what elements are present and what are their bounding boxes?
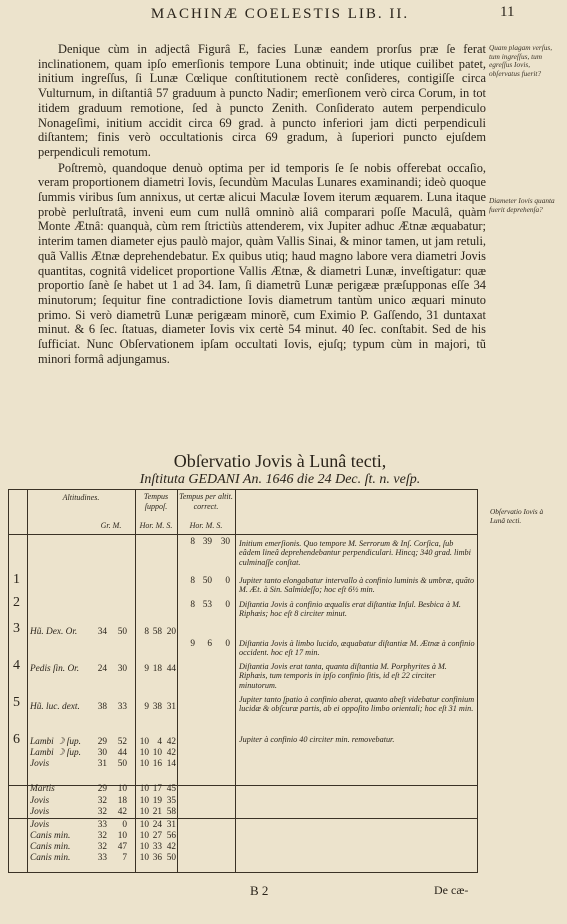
suppos-hour: 10: [139, 784, 149, 794]
altitude-minutes: 10: [117, 831, 127, 841]
altitude-label: Hũ. Dex. Or.: [30, 627, 78, 637]
altitude-label: Jovis: [30, 796, 50, 806]
margin-note-diameter: Diameter Iovis quanta fuerit deprehenſa?: [489, 196, 555, 214]
row-number: 6: [13, 732, 20, 747]
suppos-second: 45: [166, 784, 176, 794]
remark-entry: Diſtantia Jovis à confinio æqualis erat diſtantiæ Inſul. Besbica à M. Riphæis; hoc eſt 8 circiter minut.: [239, 600, 461, 619]
suppos-hour: 10: [139, 807, 149, 817]
altitude-label: Canis min.: [30, 842, 71, 852]
suppos-hour: 10: [139, 820, 149, 830]
altitude-label: Lambi ☽ ſup.: [30, 748, 81, 758]
suppos-second: 42: [166, 748, 176, 758]
suppos-minute: 18: [152, 664, 162, 674]
suppos-minute: 36: [152, 853, 162, 863]
suppos-minute: 10: [152, 748, 162, 758]
suppos-hour: 10: [139, 737, 149, 747]
altitude-minutes: 18: [117, 796, 127, 806]
suppos-hour: 10: [139, 759, 149, 769]
altitude-degrees: 30: [97, 748, 107, 758]
suppos-minute: 4: [157, 737, 162, 747]
header-tempus-suppos: Tempus ſuppoſ.: [143, 492, 169, 511]
suppos-minute: 17: [152, 784, 162, 794]
remark-entry: Jupiter tanto elongabatur intervallo à confinio luminis & umbræ, quãto M. Æt. à Sin. Salmideſſo; hoc eſt 6½ min.: [239, 576, 475, 595]
corrected-second: 30: [220, 537, 230, 547]
suppos-minute: 24: [152, 820, 162, 830]
suppos-second: 44: [166, 664, 176, 674]
altitude-label: Canis min.: [30, 831, 71, 841]
altitude-label: Hũ. luc. dext.: [30, 702, 80, 712]
altitude-minutes: 44: [117, 748, 127, 758]
suppos-second: 50: [166, 853, 176, 863]
corrected-hour: 8: [190, 600, 195, 610]
page-number: 11: [500, 4, 515, 20]
suppos-second: 42: [166, 737, 176, 747]
observation-title: Obſervatio Jovis à Lunâ tecti,: [173, 451, 387, 471]
header-altitudines: Altitudines.: [62, 493, 100, 502]
suppos-hour: 8: [144, 627, 149, 637]
corrected-minute: 53: [202, 600, 212, 610]
header-gr-m: Gr. M.: [100, 521, 122, 530]
altitude-minutes: 33: [117, 702, 127, 712]
row-number: 1: [13, 572, 20, 587]
suppos-hour: 10: [139, 831, 149, 841]
suppos-minute: 16: [152, 759, 162, 769]
suppos-minute: 58: [152, 627, 162, 637]
row-number: 4: [13, 658, 20, 673]
margin-note-observation: Obſervatio Iovis à Lunâ tecti.: [490, 507, 544, 525]
altitude-minutes: 50: [117, 759, 127, 769]
catchword: De cæ-: [434, 883, 469, 897]
altitude-degrees: 33: [97, 820, 107, 830]
altitude-label: Jovis: [30, 820, 50, 830]
corrected-hour: 8: [190, 576, 195, 586]
observation-subtitle: Inſtituta GEDANI An. 1646 die 24 Dec. ſt. n. veſp.: [139, 472, 421, 487]
remark-entry: Jupiter tanto ſpatio à confinio aberat, quanto abeſt videbatur confinium lucidæ & obſcuræ partis, ab ei oppoſito limbo orientali; hoc eſt 31 min.: [239, 695, 475, 714]
altitude-degrees: 33: [97, 853, 107, 863]
altitude-label: Lambi ☽ ſup.: [30, 737, 81, 747]
altitude-minutes: 30: [117, 664, 127, 674]
remark-entry: Diſtantia Jovis à limbo lucido, æquabatur diſtantiæ M. Ætnæ à confinio occident. hoc eſt 17 min.: [239, 639, 475, 658]
suppos-second: 14: [166, 759, 176, 769]
corrected-minute: 50: [202, 576, 212, 586]
suppos-second: 58: [166, 807, 176, 817]
suppos-second: 31: [166, 702, 176, 712]
row-number: 2: [13, 595, 20, 610]
altitude-degrees: 34: [97, 627, 107, 637]
paragraph-1: Denique cùm in adjectâ Figurâ E, facies Lunæ eandem prorſus præ ſe ferat inclinationem, quam ipſo emerſionis tempore Luna obtinuit; inde utique cuilibet patet, initium ingreſſus, ſi Lunæ Cœlique conſtitutionem rectè conſideres, contigiſſe circa Vulturnum, in diſtantiâ 57 graduum à puncto Nadir; emerſionem verò circa Corum, in tot itidem graduum remotione, ſed à puncto Zenith. Conſiderato autem perpendiculo Nonageſimi, initium accidit circa 69 grad. à puncto inferiori jam dicti perpendiculi diſtantem; finis verò occultationis circa 69 gradum, à ſuperiori puncto ejuſdem perpendiculi remotum.: [38, 42, 486, 159]
corrected-minute: 6: [207, 639, 212, 649]
corrected-second: 0: [225, 639, 230, 649]
row-number: 5: [13, 695, 20, 710]
suppos-second: 56: [166, 831, 176, 841]
altitude-degrees: 24: [97, 664, 107, 674]
altitude-degrees: 32: [97, 807, 107, 817]
altitude-minutes: 52: [117, 737, 127, 747]
altitude-minutes: 42: [117, 807, 127, 817]
row-number: 3: [13, 621, 20, 636]
suppos-minute: 33: [152, 842, 162, 852]
corrected-hour: 8: [190, 537, 195, 547]
header-hor-ms-2: Hor. M. S.: [189, 521, 223, 530]
altitude-degrees: 32: [97, 796, 107, 806]
corrected-hour: 9: [190, 639, 195, 649]
altitude-label: Martis: [30, 784, 55, 794]
altitude-label: Canis min.: [30, 853, 71, 863]
altitude-degrees: 29: [97, 784, 107, 794]
remark-entry: Initium emerſionis. Quo tempore M. Serrorum & Inſ. Corſica, ſub eâdem lineâ deprehendebantur perpendiculari. Hincq; 340 grad. limbi culminaſſe conſtat.: [239, 539, 471, 567]
observation-table: [8, 489, 478, 873]
altitude-label: Jovis: [30, 807, 50, 817]
corrected-second: 0: [225, 576, 230, 586]
corrected-second: 0: [225, 600, 230, 610]
altitude-label: Pedis ſin. Or.: [30, 664, 80, 674]
suppos-hour: 10: [139, 796, 149, 806]
suppos-minute: 19: [152, 796, 162, 806]
altitude-minutes: 0: [122, 820, 127, 830]
corrected-minute: 39: [202, 537, 212, 547]
signature-mark: B 2: [250, 883, 269, 898]
altitude-degrees: 32: [97, 831, 107, 841]
altitude-degrees: 32: [97, 842, 107, 852]
suppos-hour: 10: [139, 842, 149, 852]
body-text: [38, 42, 486, 366]
suppos-hour: 9: [144, 702, 149, 712]
margin-note-direction: Quam plagam verſus, tum ingreſſus, tum egreſſus Iovis, obſervatus fuerit?: [489, 43, 553, 78]
running-head: MACHINÆ COELESTIS LIB. II.: [150, 6, 410, 22]
suppos-second: 20: [166, 627, 176, 637]
remark-entry: Jupiter à confinio 40 circiter min. removebatur.: [239, 735, 395, 744]
altitude-degrees: 31: [97, 759, 107, 769]
remark-entry: Diſtantia Jovis erat tanta, quanta diſtantia M. Porphyrites à M. Riphæis, tum temporis in ipſo confinio ſitis, id eſt 22 circiter minutorum.: [239, 662, 447, 690]
altitude-degrees: 38: [97, 702, 107, 712]
suppos-hour: 9: [144, 664, 149, 674]
altitude-degrees: 29: [97, 737, 107, 747]
suppos-minute: 21: [152, 807, 162, 817]
altitude-minutes: 7: [122, 853, 127, 863]
altitude-minutes: 10: [117, 784, 127, 794]
header-hor-ms-1: Hor. M. S.: [139, 521, 173, 530]
suppos-minute: 27: [152, 831, 162, 841]
header-tempus-correct: Tempus per altit. correct.: [179, 492, 233, 511]
suppos-second: 35: [166, 796, 176, 806]
suppos-second: 31: [166, 820, 176, 830]
altitude-minutes: 47: [117, 842, 127, 852]
paragraph-2: Poſtremò, quandoque denuò optima per id temporis ſe ſe nobis offerebat occaſio, veram proportionem diametri Iovis, ſecundùm Maculas Lunares examinandi; ideò quoque ſummis viribus ſum annixus, ut certæ alicui Maculæ Iovem iterum æquarem. Luna itaque probè perluſtratâ, inveni eum cum nullâ omninò aliâ comparari poſſe Maculâ, quàm Monte Ætnâ: quanquà, cùm rem ſtrictiùs attenderem, vix Jupiter adhuc Ætnæ æquabatur; interim tamen diameter ejus paulò major, quàm Vallis Sinai, & minor tamen, ut jam retuli, quã Vallis Ætnæ deprehendebatur. Ex quibus utiq; haud magno labore vera diametri Jovis quantitas, cognitâ videlicet proportione Vallis Ætnæ, & diametri Lunæ, inveſtigatur: quæ proportio ſanè ſe habet ut 1 ad 34. Iam, ſi diametrũ Lunæ perigææ præſupponas eſſe 34 minutorum; ſequitur fine contradictione Iovis diametrum tantùm unico æquari minuto primo. Si verò diametrũ Lunæ perigæam minorẽ, cum Eximio P. Gaſſendo, 31 duntaxat minut. & 6 ſec. ſtatuas, diameter Iovis vix certè 54 minut. 40 ſec. conſtabit. Sed de his ſufficiat. Nunc Obſervationem ipſam occultati Iovis, ejuſq; typum cùm in majori, tũ minori formâ adjungamus.: [38, 160, 486, 366]
altitude-label: Jovis: [30, 759, 50, 769]
suppos-hour: 10: [139, 853, 149, 863]
suppos-second: 42: [166, 842, 176, 852]
suppos-minute: 38: [152, 702, 162, 712]
altitude-minutes: 50: [117, 627, 127, 637]
suppos-hour: 10: [139, 748, 149, 758]
